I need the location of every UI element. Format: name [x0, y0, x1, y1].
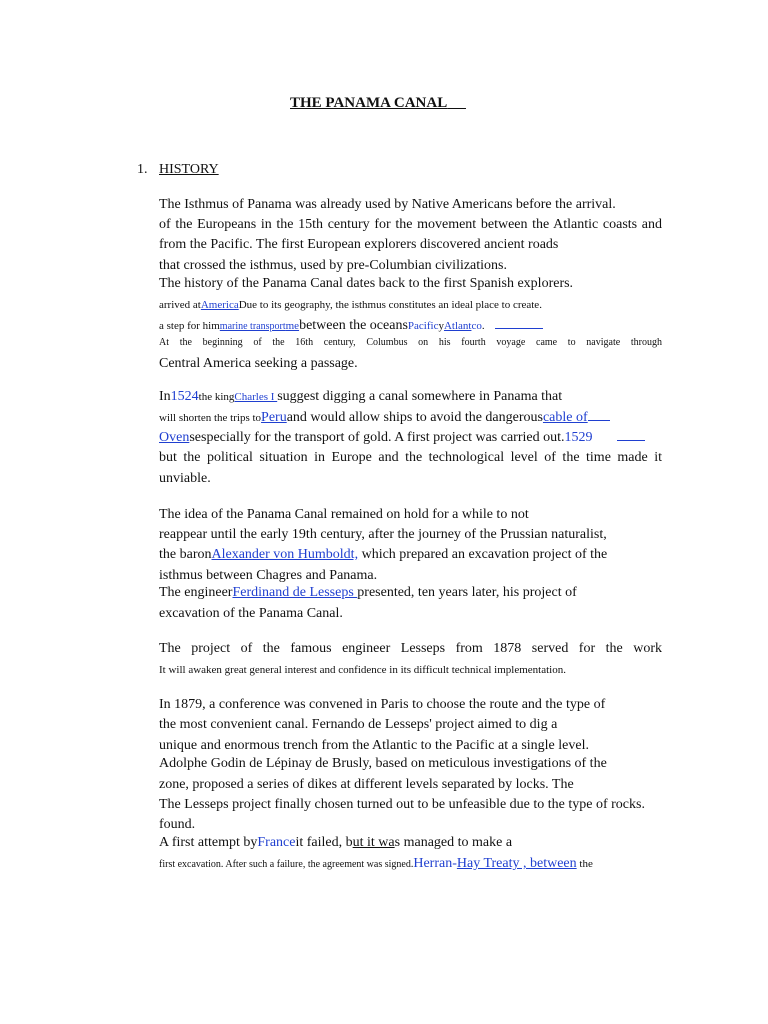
- link-charles-i[interactable]: Charles I: [234, 391, 278, 403]
- paragraph-line: [159, 834, 662, 852]
- paragraph-line: but the political situation in Europe and the technological level of the time made it: [159, 450, 662, 465]
- link-cable-of-ovens[interactable]: cable of: [542, 410, 588, 425]
- paragraph-line: found.: [159, 817, 196, 832]
- paragraph-line: The idea of the Panama Canal remained on hold for a while to not: [159, 507, 529, 522]
- paragraph-line: It will awaken great general interest and confidence in its difficult technical implementation.: [159, 664, 566, 676]
- paragraph-line: reappear until the early 19th century, after the journey of the Prussian naturalist,: [159, 527, 607, 542]
- link-peru[interactable]: Peru: [261, 410, 287, 425]
- text-run: the: [576, 858, 593, 870]
- section-heading: HISTORY: [159, 162, 219, 177]
- paragraph-line: The project of the famous engineer Lesseps from 1878 served for the work: [159, 641, 662, 656]
- text-run: sespecially for the transport of gold. A first project was carried out.: [189, 430, 565, 445]
- paragraph-line: unique and enormous trench from the Atlantic to the Pacific at a single level.: [159, 738, 589, 753]
- paragraph-line: In 1879, a conference was convened in Paris to choose the route and the type of: [159, 697, 606, 712]
- paragraph-line: At the beginning of the 16th century, Columbus on his fourth voyage came to navigate through: [159, 337, 662, 348]
- text-run: a step for him: [159, 320, 220, 332]
- paragraph-line: [159, 316, 662, 336]
- paragraph-line: of the Europeans in the 15th century for the movement between the Atlantic coasts and: [159, 217, 662, 232]
- link-herran[interactable]: Herran-: [413, 856, 457, 871]
- paragraph-line: excavation of the Panama Canal.: [159, 606, 343, 621]
- text-run: between the oceans: [299, 318, 408, 333]
- text-run: y: [438, 320, 444, 332]
- link-atlantic[interactable]: Atlant: [443, 320, 472, 332]
- paragraph-line: [159, 546, 662, 564]
- paragraph-line: that crossed the isthmus, used by pre-Columbian civilizations.: [159, 258, 507, 273]
- text-run: first excavation. After such a failure, the agreement was signed.: [159, 859, 414, 870]
- paragraph-line: The Lesseps project finally chosen turned out to be unfeasible due to the type of rocks.: [159, 797, 645, 812]
- link-hay-treaty[interactable]: Hay Treaty , between: [456, 856, 577, 871]
- paragraph-line: zone, proposed a series of dikes at different levels separated by locks. The: [159, 777, 574, 792]
- text-run: In: [159, 389, 171, 404]
- paragraph-line: The Isthmus of Panama was already used by Native Americans before the arrival.: [159, 197, 616, 212]
- text-run: arrived at: [159, 299, 201, 311]
- text-run: The engineer: [159, 585, 233, 600]
- link-1529[interactable]: 1529: [564, 430, 593, 445]
- page-title: THE PANAMA CANAL: [290, 95, 448, 111]
- text-run: A first attempt by: [159, 835, 258, 850]
- section-number: 1.: [137, 162, 148, 177]
- paragraph-line: [159, 388, 662, 406]
- text-run: and would allow ships to avoid the dangerous: [286, 410, 543, 425]
- paragraph-line: Central America seeking a passage.: [159, 356, 358, 371]
- paragraph-line: from the Pacific. The first European explorers discovered ancient roads: [159, 237, 559, 252]
- paragraph-line: Adolphe Godin de Lépinay de Brusly, based on meticulous investigations of the: [159, 756, 607, 771]
- link-1524[interactable]: 1524: [170, 389, 199, 404]
- text-run: presented, ten years later, his project of: [357, 585, 577, 600]
- text-run: ut it wa: [352, 835, 395, 850]
- link-lesseps[interactable]: Ferdinand de Lesseps: [232, 585, 358, 600]
- link-underline-gap: [617, 428, 645, 441]
- link-text[interactable]: me: [285, 320, 300, 332]
- text-run: will shorten the trips to: [159, 412, 262, 424]
- link-underline-gap: [495, 316, 543, 329]
- paragraph-line: isthmus between Chagres and Panama.: [159, 568, 378, 583]
- text-run: it failed, b: [295, 835, 353, 850]
- text-run: .: [481, 320, 485, 332]
- link-france[interactable]: France: [257, 835, 296, 850]
- text-run: s managed to make a: [394, 835, 513, 850]
- text-run: which prepared an excavation project of the: [358, 547, 608, 562]
- paragraph-line: [159, 855, 662, 874]
- link-humboldt[interactable]: Alexander von Humboldt,: [211, 547, 359, 562]
- link-pacific[interactable]: Pacific: [407, 320, 439, 332]
- text-run: suggest digging a canal somewhere in Panama that: [277, 389, 563, 404]
- text-run: the king: [198, 391, 235, 403]
- link-ovens[interactable]: Oven: [159, 430, 190, 445]
- text-run: the baron: [159, 547, 212, 562]
- link-text[interactable]: co: [471, 320, 482, 332]
- link-marine-transport[interactable]: marine transport: [219, 321, 286, 332]
- text-run: Due to its geography, the isthmus constitutes an ideal place to create.: [238, 299, 542, 311]
- paragraph-line: [159, 584, 662, 602]
- paragraph-line: unviable.: [159, 471, 211, 486]
- paragraph-line: The history of the Panama Canal dates back to the first Spanish explorers.: [159, 276, 574, 291]
- link-america[interactable]: America: [200, 299, 239, 311]
- paragraph-line: [159, 408, 662, 427]
- paragraph-line: [159, 428, 662, 447]
- paragraph-line: the most convenient canal. Fernando de Lesseps' project aimed to dig a: [159, 717, 558, 732]
- paragraph-line: [159, 296, 662, 314]
- link-underline-gap: [588, 408, 610, 421]
